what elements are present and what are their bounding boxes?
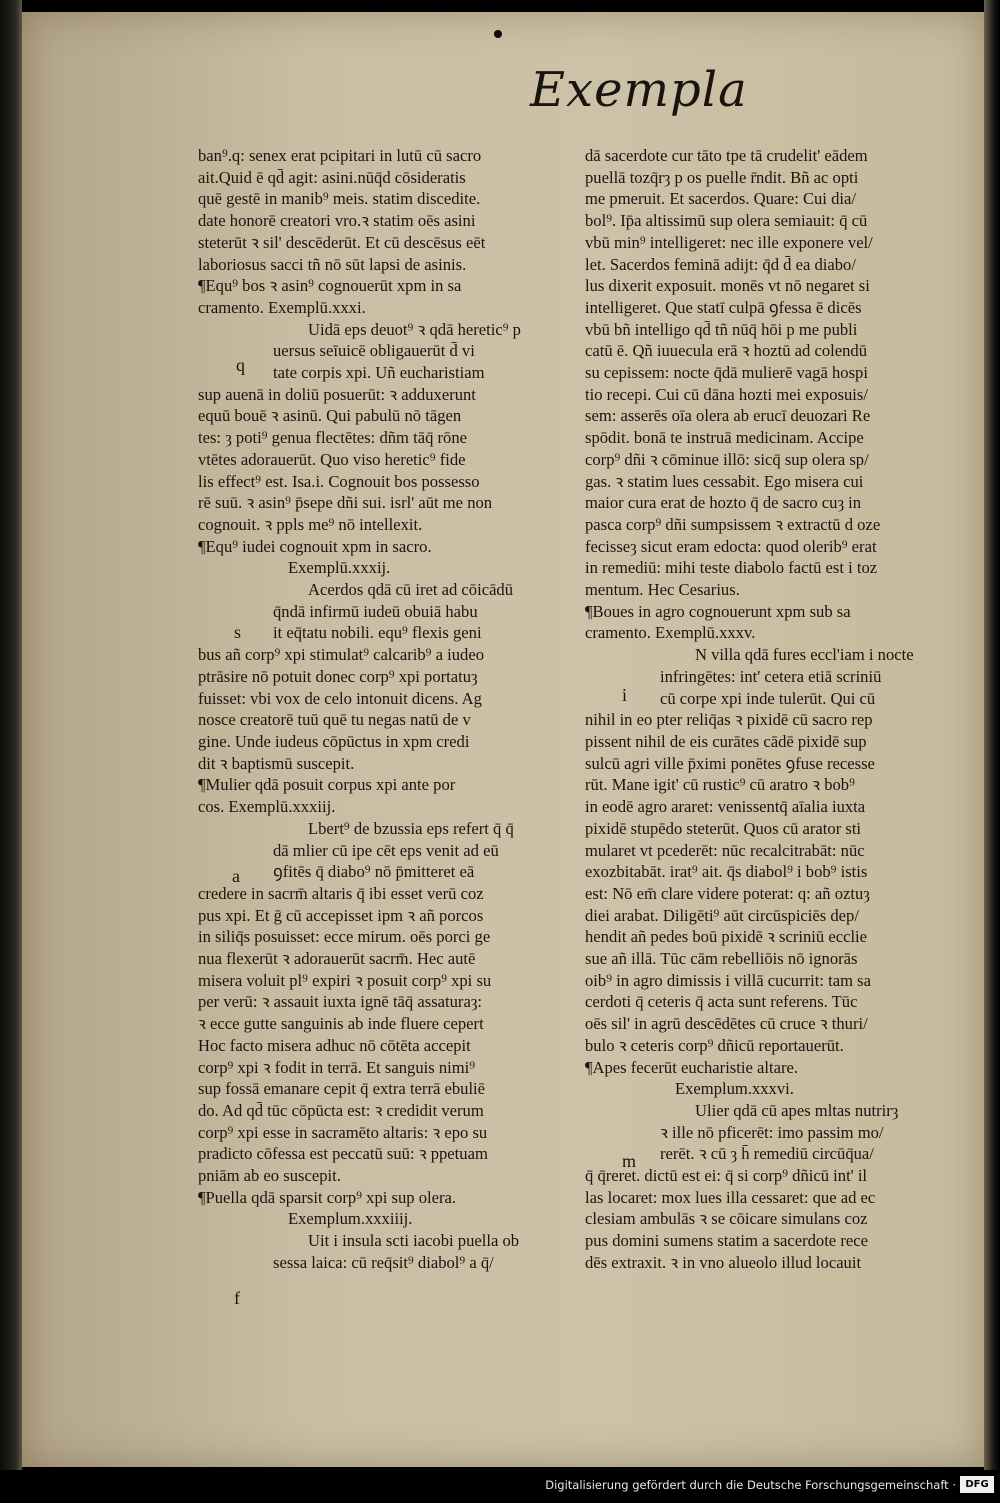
text-line: bol⁹. Ip̄a altissimū sup olera semiauit: q̄ cū [585, 211, 868, 231]
text-line: mentum. Hec Cesarius. [585, 580, 740, 600]
text-line: dit ꝛ baptismū suscepit. [198, 753, 355, 773]
text-line: pasca corp⁹ dñi sumpsissem ꝛ extractū d oze [585, 514, 881, 534]
text-line: ptrāsire nō potuit donec corp⁹ xpi portatuȝ [198, 666, 478, 686]
text-line: oib⁹ in agro dimissis i villā cucurrit: tam sa [585, 970, 871, 990]
text-line: Acerdos qdā cū iret ad cōicādū [308, 580, 514, 600]
text-line: sup auenā in doliū posuerūt: ꝛ adduxerunt [198, 384, 476, 404]
text-line: it eq̄tatu nobili. equ⁹ flexis geni [273, 623, 482, 643]
text-line: vbū bñ intelligo qd̄ tñ nūq̄ hōi p me publi [585, 319, 858, 339]
text-line: cognouit. ꝛ ppls me⁹ nō intellexit. [198, 514, 423, 534]
text-line: catū ē. Qñ iuuecula erā ꝛ hoztū ad colendū [585, 341, 868, 361]
text-line: q̄ndā infirmū iudeū obuiā habu [273, 601, 478, 621]
guide-letter: m [622, 1151, 637, 1171]
text-line: pradicto cōfessa est peccatū suū: ꝛ ppetuam [198, 1144, 488, 1164]
scan-border-right [984, 0, 1000, 1470]
funding-credit: Digitalisierung gefördert durch die Deutsche Forschungsgemeinschaft · [545, 1478, 956, 1492]
text-line: cos. Exemplū.xxxiij. [198, 797, 336, 817]
left-text-column [198, 145, 560, 1274]
text-line: rē suū. ꝛ asin⁹ p̄sepe dñi sui. isrl' aūt me non [198, 493, 493, 513]
text-line: nihil in eo pter reliq̄as ꝛ pixidē cū sacro rep [585, 710, 873, 730]
text-line: las locaret: mox lues illa cessaret: que ad ec [585, 1187, 876, 1207]
text-line: cū corpe xpi inde tulerūt. Qui cū [660, 688, 876, 708]
text-line: puellā tozq̄rȝ p os puelle r̄ndit. Bñ ac opti [585, 167, 859, 187]
text-line: misera voluit pl⁹ expiri ꝛ posuit corp⁹ xpi su [198, 970, 492, 990]
text-line: rerēt. ꝛ cū ȝ h̄ remediū circūq̄ua/ [660, 1144, 874, 1164]
text-line: ban⁹.q: senex erat pcipitari in lutū cū sacro [198, 146, 482, 165]
text-line: ¶Equ⁹ bos ꝛ asin⁹ cognouerūt xpm in sa [198, 276, 462, 296]
dfg-logo: DFG [960, 1476, 994, 1493]
text-line: steterūt ꝛ sil' descēderūt. Et cū descēsus eēt [198, 232, 486, 252]
text-line: ꝛ ecce gutte sanguinis ab inde fluere cepert [198, 1014, 484, 1034]
text-line: ¶Puella qdā sparsit corp⁹ xpi sup olera. [198, 1187, 457, 1207]
text-line: pus xpi. Et ḡ cū accepisset ipm ꝛ añ porcos [198, 905, 484, 925]
text-line: Exemplū.xxxij. [288, 558, 391, 578]
text-line: uersus seīuicē obligauerūt d̄ vi [273, 341, 475, 361]
text-line: ¶Mulier qdā posuit corpus xpi ante por [198, 775, 456, 795]
text-line: me pmeruit. Et sacerdos. Quare: Cui dia/ [585, 189, 856, 209]
text-line: credere in sacrm̄ altaris q̄ ibi esset verū coz [198, 883, 484, 903]
text-line: maior cura erat de hozto q̄ de sacro cuȝ in [585, 493, 862, 513]
text-line: Ulier qdā cū apes mltas nutrirȝ [695, 1100, 899, 1120]
text-line: sue añ illā. Tūc cām rebelliōis nō ignorās [585, 949, 858, 969]
text-line: sulcū agri ville p̄ximi ponētes ꝯfuse recesse [585, 753, 875, 773]
text-line: vbū min⁹ intelligeret: nec ille exponere vel/ [585, 232, 873, 252]
text-line: in eodē agro araret: venissentq̄ aīalia iuxta [585, 797, 866, 817]
text-line: lis effect⁹ est. Isa.i. Cognouit bos possesso [198, 471, 480, 491]
text-line: equū bouē ꝛ asinū. Qui pabulū nō tāgen [198, 406, 462, 426]
text-line: fuisset: vbi vox de celo intonuit dicens. Ag [198, 688, 482, 708]
text-line: cramento. Exemplū.xxxv. [585, 623, 756, 643]
text-line: dā sacerdote cur tāto tpe tā crudelit' eādem [585, 146, 868, 165]
text-line: pniām ab eo suscepit. [198, 1166, 341, 1186]
text-line: Exemplum.xxxiiij. [288, 1209, 413, 1229]
text-line: fecisseȝ sicut eram edocta: quod olerib⁹ erat [585, 536, 877, 556]
text-line: N villa qdā fures eccl'iam i nocte [695, 645, 914, 665]
text-line: do. Ad qd̄ tūc cōpūcta est: ꝛ credidit verum [198, 1100, 484, 1120]
text-line: nosce creatorē tuū quē tu negas natū de v [198, 710, 471, 730]
text-line: ¶Apes fecerūt eucharistie altare. [585, 1057, 798, 1077]
text-line: infringētes: int' cetera etiā scriniū [660, 666, 882, 686]
text-line: tes: ȝ poti⁹ genua flectētes: dñm tāq̄ rōne [198, 428, 468, 448]
text-line: oēs sil' in agrū descēdētes cū cruce ꝛ thuri/ [585, 1014, 868, 1034]
text-line: rūt. Mane igit' cū rustic⁹ cū aratro ꝛ bob⁹ [585, 775, 855, 795]
text-line: bulo ꝛ ceteris corp⁹ dñicū reportauerūt. [585, 1035, 844, 1055]
page-hole-mark [494, 30, 502, 38]
text-line: ¶Boues in agro cognouerunt xpm sub sa [585, 601, 851, 621]
text-line: sem: asserēs oīa olera ab erucī deuozari Re [585, 406, 871, 426]
text-line: pixidē stupēdo steterūt. Quos cū arator sti [585, 818, 862, 838]
text-line: clesiam ambulās ꝛ se cōicare simulans coz [585, 1209, 868, 1229]
text-line: bus añ corp⁹ xpi stimulat⁹ calcarib⁹ a iudeo [198, 645, 484, 665]
guide-letter: q [236, 355, 245, 375]
text-line: corp⁹ xpi esse in sacramēto altaris: ꝛ epo su [198, 1122, 488, 1142]
text-line: Exemplum.xxxvi. [675, 1079, 794, 1099]
text-line: nua flexerūt ꝛ adorauerūt sacrm̄. Hec autē [198, 949, 476, 969]
text-line: sessa laica: cū req̄sit⁹ diabol⁹ a q̄/ [273, 1252, 494, 1272]
text-line: dēs extraxit. ꝛ in vno alueolo illud locauit [585, 1252, 862, 1272]
text-line: tio recepi. Cui cū dāna hozti mei exposuis/ [585, 384, 868, 404]
text-line: est: Nō em̄ clare videre poterat: q: añ oztuȝ [585, 883, 870, 903]
running-head: Exempla [530, 62, 748, 118]
right-text-column [585, 145, 957, 1274]
text-line: ꝯfitēs q̄ diabo⁹ nō p̄mitteret eā [273, 862, 475, 882]
text-line: let. Sacerdos feminā adijt: q̄d d̄ ea diabo/ [585, 254, 856, 274]
guide-letter: s [234, 622, 242, 642]
text-line: Hoc facto misera adhuc nō cōtēta accepit [198, 1035, 471, 1055]
text-line: date honorē creatori vro.ꝛ statim oēs asini [198, 211, 476, 231]
text-line: quē gestē in manib⁹ meis. statim discedite. [198, 189, 481, 209]
text-line: mularet vt pcederēt: nūc recalcitrabāt: nūc [585, 840, 865, 860]
text-line: sup fossā emanare cepit q̄ extra terrā ebuliē [198, 1079, 486, 1099]
text-line: spōdit. bonā te instruā medicinam. Accipe [585, 428, 864, 448]
text-line: exozbitabāt. irat⁹ ait. q̄s diabol⁹ i bob⁹ istis [585, 862, 868, 882]
text-line: cramento. Exemplū.xxxi. [198, 297, 366, 317]
text-line: in siliq̄s posuisset: ecce mirum. oēs porci ge [198, 927, 491, 947]
text-line: q̄ q̄reret. dictū est ei: q̄ si corp⁹ dñicū int' il [585, 1166, 868, 1186]
text-line: dā mlier cū ipe cēt eps venit ad eū [273, 840, 499, 860]
text-line: Uidā eps deuot⁹ ꝛ qdā heretic⁹ p [308, 319, 521, 339]
text-line: su cepissem: nocte q̄dā mulierē vagā hospi [585, 363, 868, 383]
text-line: per verū: ꝛ assauit iuxta ignē tāq̄ assaturaȝ: [198, 992, 482, 1012]
guide-letter: f [234, 1288, 240, 1308]
text-line: ait.Quid ē qd̄ agit: asini.nūq̄d cōsideratis [198, 167, 466, 187]
text-line: hendit añ pedes boū pixidē ꝛ scriniū ecclie [585, 927, 868, 947]
text-line: pissent nihil de eis curātes cādē pixidē sup [585, 731, 867, 751]
text-line: laboriosus sacci tñ nō sūt lapsi de asinis. [198, 254, 467, 274]
text-line: ꝛ ille nō pficerēt: imo passim mo/ [660, 1122, 884, 1142]
text-line: lus dixerit exposuit. monēs vt nō negaret si [585, 276, 870, 296]
text-line: cerdoti q̄ ceteris q̄ acta sunt referens. Tūc [585, 992, 858, 1012]
text-line: in remediū: mihi teste diabolo factū est i toz [585, 558, 878, 578]
text-line: tate corpis xpi. Uñ eucharistiam [273, 363, 485, 383]
guide-letter: i [622, 685, 628, 705]
text-line: intelligeret. Que statī culpā ꝯfessa ē dicēs [585, 297, 862, 317]
text-line: vtētes adorauerūt. Quo viso heretic⁹ fide [198, 449, 466, 469]
text-line: corp⁹ xpi ꝛ fodit in terrā. Et sanguis nimi⁹ [198, 1057, 476, 1077]
text-line: diei arabat. Diligēti⁹ aūt circūspiciēs dep/ [585, 905, 859, 925]
text-line: pus domini sumens statim a sacerdote rece [585, 1231, 868, 1251]
text-line: gine. Unde iudeus cōpūctus in xpm credi [198, 731, 470, 751]
text-line: gas. ꝛ statim lues cessabit. Ego misera cui [585, 471, 864, 491]
text-line: Uit i insula scti iacobi puella ob [308, 1231, 520, 1251]
text-line: corp⁹ dñi ꝛ cōminue illō: sicq̄ sup olera sp/ [585, 449, 869, 469]
guide-letter: a [232, 866, 240, 886]
text-line: ¶Equ⁹ iudei cognouit xpm in sacro. [198, 536, 432, 556]
text-line: Lbert⁹ de bzussia eps refert q̄ q̄ [308, 818, 514, 838]
scan-border-left [0, 0, 22, 1470]
